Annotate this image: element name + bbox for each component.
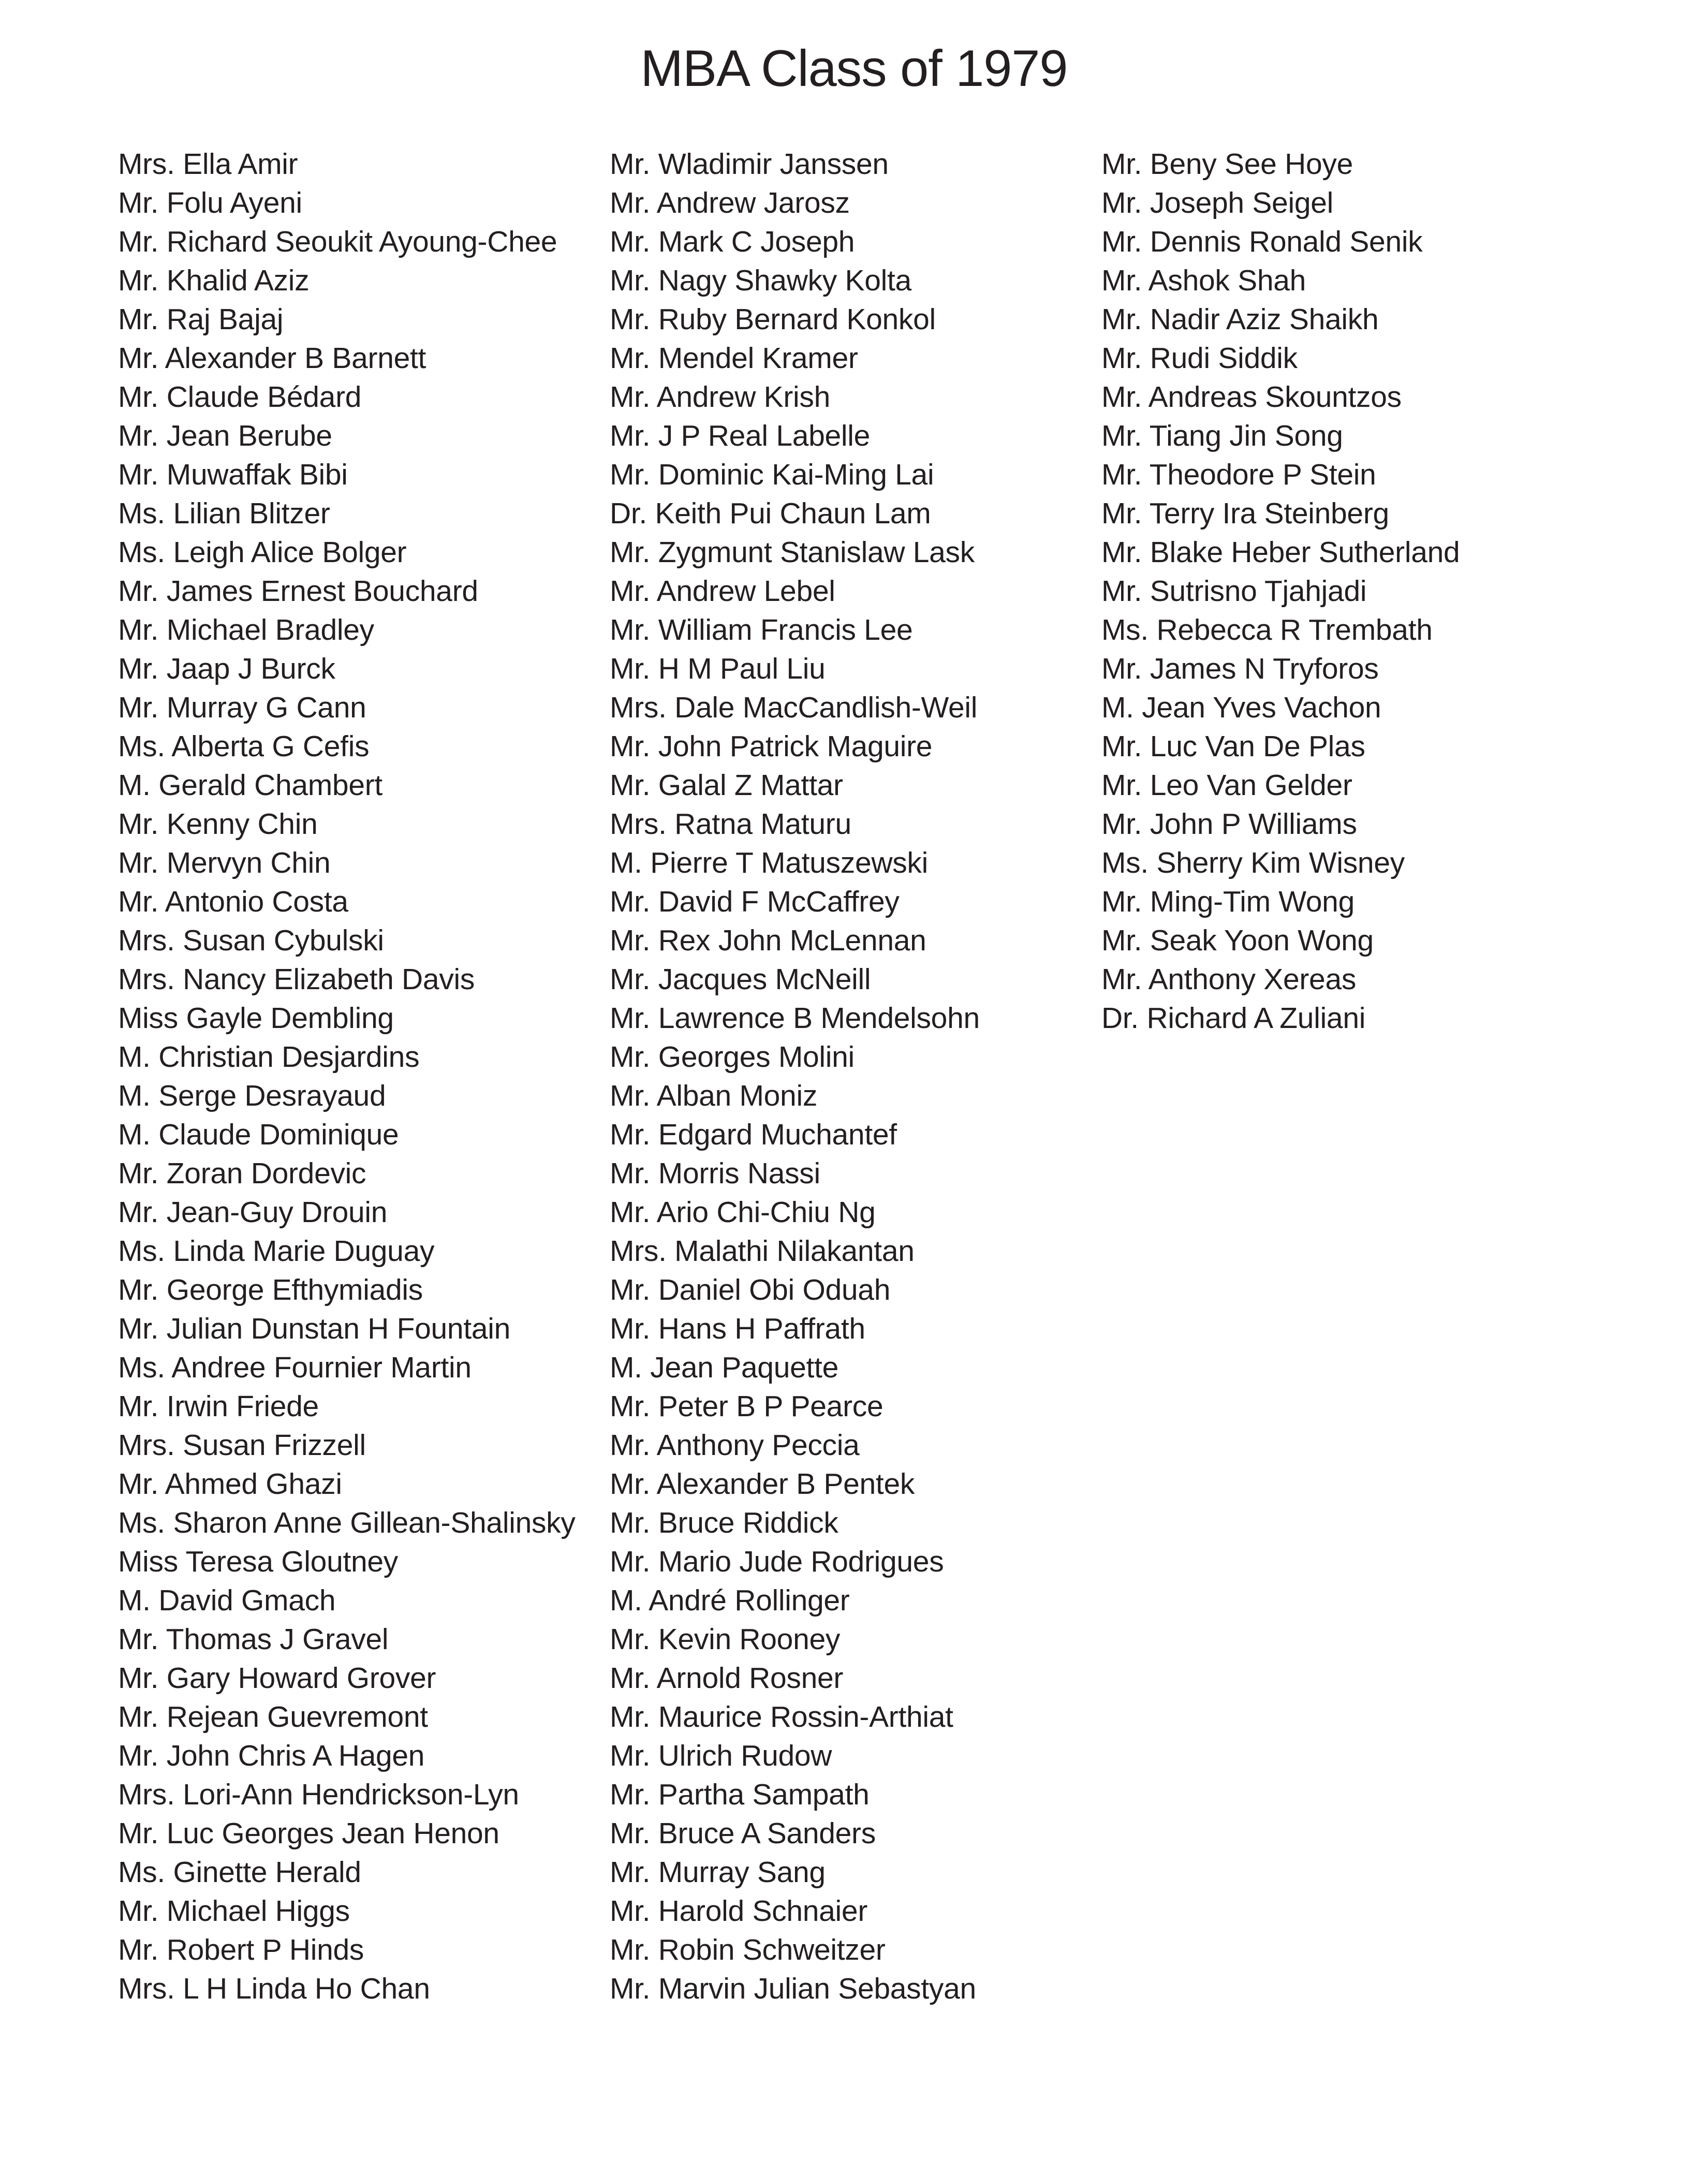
class-member-name: Mr. Nadir Aziz Shaikh (1101, 303, 1379, 336)
class-member-name: Mr. Nagy Shawky Kolta (610, 264, 911, 297)
class-member-name: Mr. Morris Nassi (610, 1157, 820, 1190)
class-member-name: M. Christian Desjardins (118, 1040, 420, 1074)
class-member-name: Mr. Murray Sang (610, 1856, 826, 1889)
class-member-name: Mr. Bruce A Sanders (610, 1817, 876, 1850)
class-member-name: Mr. William Francis Lee (610, 613, 913, 647)
class-member-name: Mr. Andrew Jarosz (610, 186, 850, 219)
class-member-name: Mr. John Chris A Hagen (118, 1739, 425, 1772)
class-member-name: Ms. Ginette Herald (118, 1856, 361, 1889)
class-member-name: Mr. Rudi Siddik (1101, 342, 1298, 375)
class-member-name: Mr. Muwaffak Bibi (118, 458, 348, 491)
class-member-name: Mr. Andrew Krish (610, 380, 831, 414)
name-column-3 (1101, 145, 1460, 1038)
class-member-name: Mr. Claude Bédard (118, 380, 362, 414)
class-member-name: Mr. James N Tryforos (1101, 652, 1379, 685)
class-member-name: Mr. Rejean Guevremont (118, 1700, 428, 1734)
class-member-name: Mr. Georges Molini (610, 1040, 855, 1074)
class-member-name: Mr. Zygmunt Stanislaw Lask (610, 536, 975, 569)
class-member-name: Mr. Sutrisno Tjahjadi (1101, 575, 1367, 608)
class-member-name: Mr. Ario Chi-Chiu Ng (610, 1196, 876, 1229)
class-member-name: M. Claude Dominique (118, 1118, 399, 1151)
class-member-name: Mr. Wladimir Janssen (610, 148, 889, 181)
class-member-name: Mr. Antonio Costa (118, 885, 348, 918)
class-member-name: Mr. Michael Bradley (118, 613, 374, 647)
class-member-name: M. Serge Desrayaud (118, 1079, 386, 1112)
class-member-name: Mr. David F McCaffrey (610, 885, 900, 918)
class-member-name: Mr. Blake Heber Sutherland (1101, 536, 1460, 569)
class-member-name: Mr. Robert P Hinds (118, 1933, 364, 1966)
class-member-name: Ms. Alberta G Cefis (118, 730, 370, 763)
class-member-name: Mr. Jaap J Burck (118, 652, 335, 685)
class-member-name: Mr. Ashok Shah (1101, 264, 1306, 297)
class-member-name: M. Jean Paquette (610, 1351, 838, 1384)
class-member-name: Mr. Khalid Aziz (118, 264, 310, 297)
class-member-name: Mrs. Susan Cybulski (118, 924, 384, 957)
class-member-name: Mr. J P Real Labelle (610, 419, 871, 452)
class-member-name: Mr. Alexander B Pentek (610, 1467, 915, 1501)
class-member-name: Miss Teresa Gloutney (118, 1545, 399, 1578)
class-member-name: Dr. Keith Pui Chaun Lam (610, 497, 931, 530)
name-column-2 (610, 145, 980, 2008)
class-member-name: Mr. Raj Bajaj (118, 303, 284, 336)
class-member-name: Mr. Anthony Peccia (610, 1429, 860, 1462)
class-member-name: Dr. Richard A Zuliani (1101, 1002, 1366, 1035)
class-member-name: Mr. Partha Sampath (610, 1778, 870, 1811)
class-member-name: Mr. Seak Yoon Wong (1101, 924, 1374, 957)
class-member-name: Mr. Joseph Seigel (1101, 186, 1333, 219)
class-member-name: Mr. Alban Moniz (610, 1079, 818, 1112)
class-member-name: Mr. Jean-Guy Drouin (118, 1196, 388, 1229)
class-member-name: Mr. Luc Van De Plas (1101, 730, 1365, 763)
class-member-name: Mr. Jacques McNeill (610, 963, 871, 996)
class-member-name: Mr. Lawrence B Mendelsohn (610, 1002, 980, 1035)
class-member-name: M. David Gmach (118, 1584, 336, 1617)
class-member-name: Mr. Julian Dunstan H Fountain (118, 1312, 511, 1345)
class-member-name: Mr. Kevin Rooney (610, 1623, 841, 1656)
class-member-name: Ms. Sherry Kim Wisney (1101, 846, 1405, 879)
class-member-name: Mr. Anthony Xereas (1101, 963, 1357, 996)
class-member-name: Mr. George Efthymiadis (118, 1273, 423, 1306)
class-member-name: Mr. Edgard Muchantef (610, 1118, 897, 1151)
class-member-name: Mr. John Patrick Maguire (610, 730, 933, 763)
class-member-name: Mr. Ruby Bernard Konkol (610, 303, 936, 336)
class-member-name: Mr. Kenny Chin (118, 807, 318, 841)
class-member-name: Ms. Leigh Alice Bolger (118, 536, 407, 569)
class-member-name: Mr. Bruce Riddick (610, 1506, 838, 1539)
class-member-name: Mr. Mervyn Chin (118, 846, 331, 879)
class-member-name: Mr. Robin Schweitzer (610, 1933, 886, 1966)
class-member-name: Mr. Dennis Ronald Senik (1101, 225, 1423, 258)
class-member-name: Ms. Rebecca R Trembath (1101, 613, 1433, 647)
class-member-name: Mr. Gary Howard Grover (118, 1662, 436, 1695)
class-member-name: Mr. Andreas Skountzos (1101, 380, 1402, 414)
class-member-name: M. Pierre T Matuszewski (610, 846, 928, 879)
class-member-name: Mrs. L H Linda Ho Chan (118, 1972, 430, 2005)
class-member-name: Mr. Marvin Julian Sebastyan (610, 1972, 976, 2005)
class-member-name: Mr. Leo Van Gelder (1101, 769, 1352, 802)
class-member-name: Mr. John P Williams (1101, 807, 1357, 841)
class-member-name: Mr. Alexander B Barnett (118, 342, 426, 375)
class-member-name: Mr. Zoran Dordevic (118, 1157, 366, 1190)
class-member-name: Mr. Daniel Obi Oduah (610, 1273, 891, 1306)
class-member-name: Mr. Beny See Hoye (1101, 148, 1353, 181)
class-member-name: Mr. Mark C Joseph (610, 225, 855, 258)
class-member-name: Mrs. Susan Frizzell (118, 1429, 366, 1462)
class-member-name: Mr. Mario Jude Rodrigues (610, 1545, 944, 1578)
class-member-name: Mr. Ahmed Ghazi (118, 1467, 342, 1501)
class-member-name: Mr. Ming-Tim Wong (1101, 885, 1354, 918)
class-member-name: Mrs. Dale MacCandlish-Weil (610, 691, 978, 724)
class-member-name: Mr. Michael Higgs (118, 1894, 350, 1928)
class-member-name: Mr. Thomas J Gravel (118, 1623, 389, 1656)
class-member-name: Ms. Lilian Blitzer (118, 497, 330, 530)
class-member-name: Mr. Irwin Friede (118, 1390, 319, 1423)
class-member-name: Mr. Galal Z Mattar (610, 769, 843, 802)
class-member-name: Ms. Linda Marie Duguay (118, 1235, 435, 1268)
class-member-name: Mr. Hans H Paffrath (610, 1312, 865, 1345)
class-member-name: Mr. Ulrich Rudow (610, 1739, 832, 1772)
class-member-name: Mr. Dominic Kai-Ming Lai (610, 458, 934, 491)
class-member-name: Mr. Arnold Rosner (610, 1662, 844, 1695)
class-member-name: Mr. James Ernest Bouchard (118, 575, 478, 608)
class-member-name: Mr. Folu Ayeni (118, 186, 302, 219)
name-column-1 (118, 145, 576, 2008)
class-member-name: Mrs. Ella Amir (118, 148, 298, 181)
class-member-name: Mr. Andrew Lebel (610, 575, 835, 608)
class-member-name: Mrs. Lori-Ann Hendrickson-Lyn (118, 1778, 519, 1811)
class-member-name: Ms. Andree Fournier Martin (118, 1351, 472, 1384)
class-member-name: M. André Rollinger (610, 1584, 850, 1617)
class-member-name: Mr. Maurice Rossin-Arthiat (610, 1700, 953, 1734)
class-member-name: Mr. Theodore P Stein (1101, 458, 1376, 491)
page-title: MBA Class of 1979 (640, 39, 1068, 97)
class-member-name: Mrs. Nancy Elizabeth Davis (118, 963, 475, 996)
class-member-name: Mr. Tiang Jin Song (1101, 419, 1343, 452)
class-member-name: Mr. Harold Schnaier (610, 1894, 868, 1928)
class-member-name: Mr. Murray G Cann (118, 691, 366, 724)
class-member-name: M. Gerald Chambert (118, 769, 382, 802)
class-member-name: Mr. Rex John McLennan (610, 924, 926, 957)
class-member-name: Mr. Jean Berube (118, 419, 332, 452)
class-member-name: Mr. Terry Ira Steinberg (1101, 497, 1389, 530)
class-member-name: Mr. Mendel Kramer (610, 342, 858, 375)
class-member-name: Mr. Richard Seoukit Ayoung-Chee (118, 225, 557, 258)
class-member-name: Mr. Luc Georges Jean Henon (118, 1817, 499, 1850)
class-member-name: Mrs. Malathi Nilakantan (610, 1235, 915, 1268)
class-member-name: Mrs. Ratna Maturu (610, 807, 851, 841)
class-member-name: Mr. Peter B P Pearce (610, 1390, 884, 1423)
class-member-name: Mr. H M Paul Liu (610, 652, 826, 685)
class-member-name: Ms. Sharon Anne Gillean-Shalinsky (118, 1506, 576, 1539)
class-member-name: Miss Gayle Dembling (118, 1002, 394, 1035)
class-member-name: M. Jean Yves Vachon (1101, 691, 1381, 724)
